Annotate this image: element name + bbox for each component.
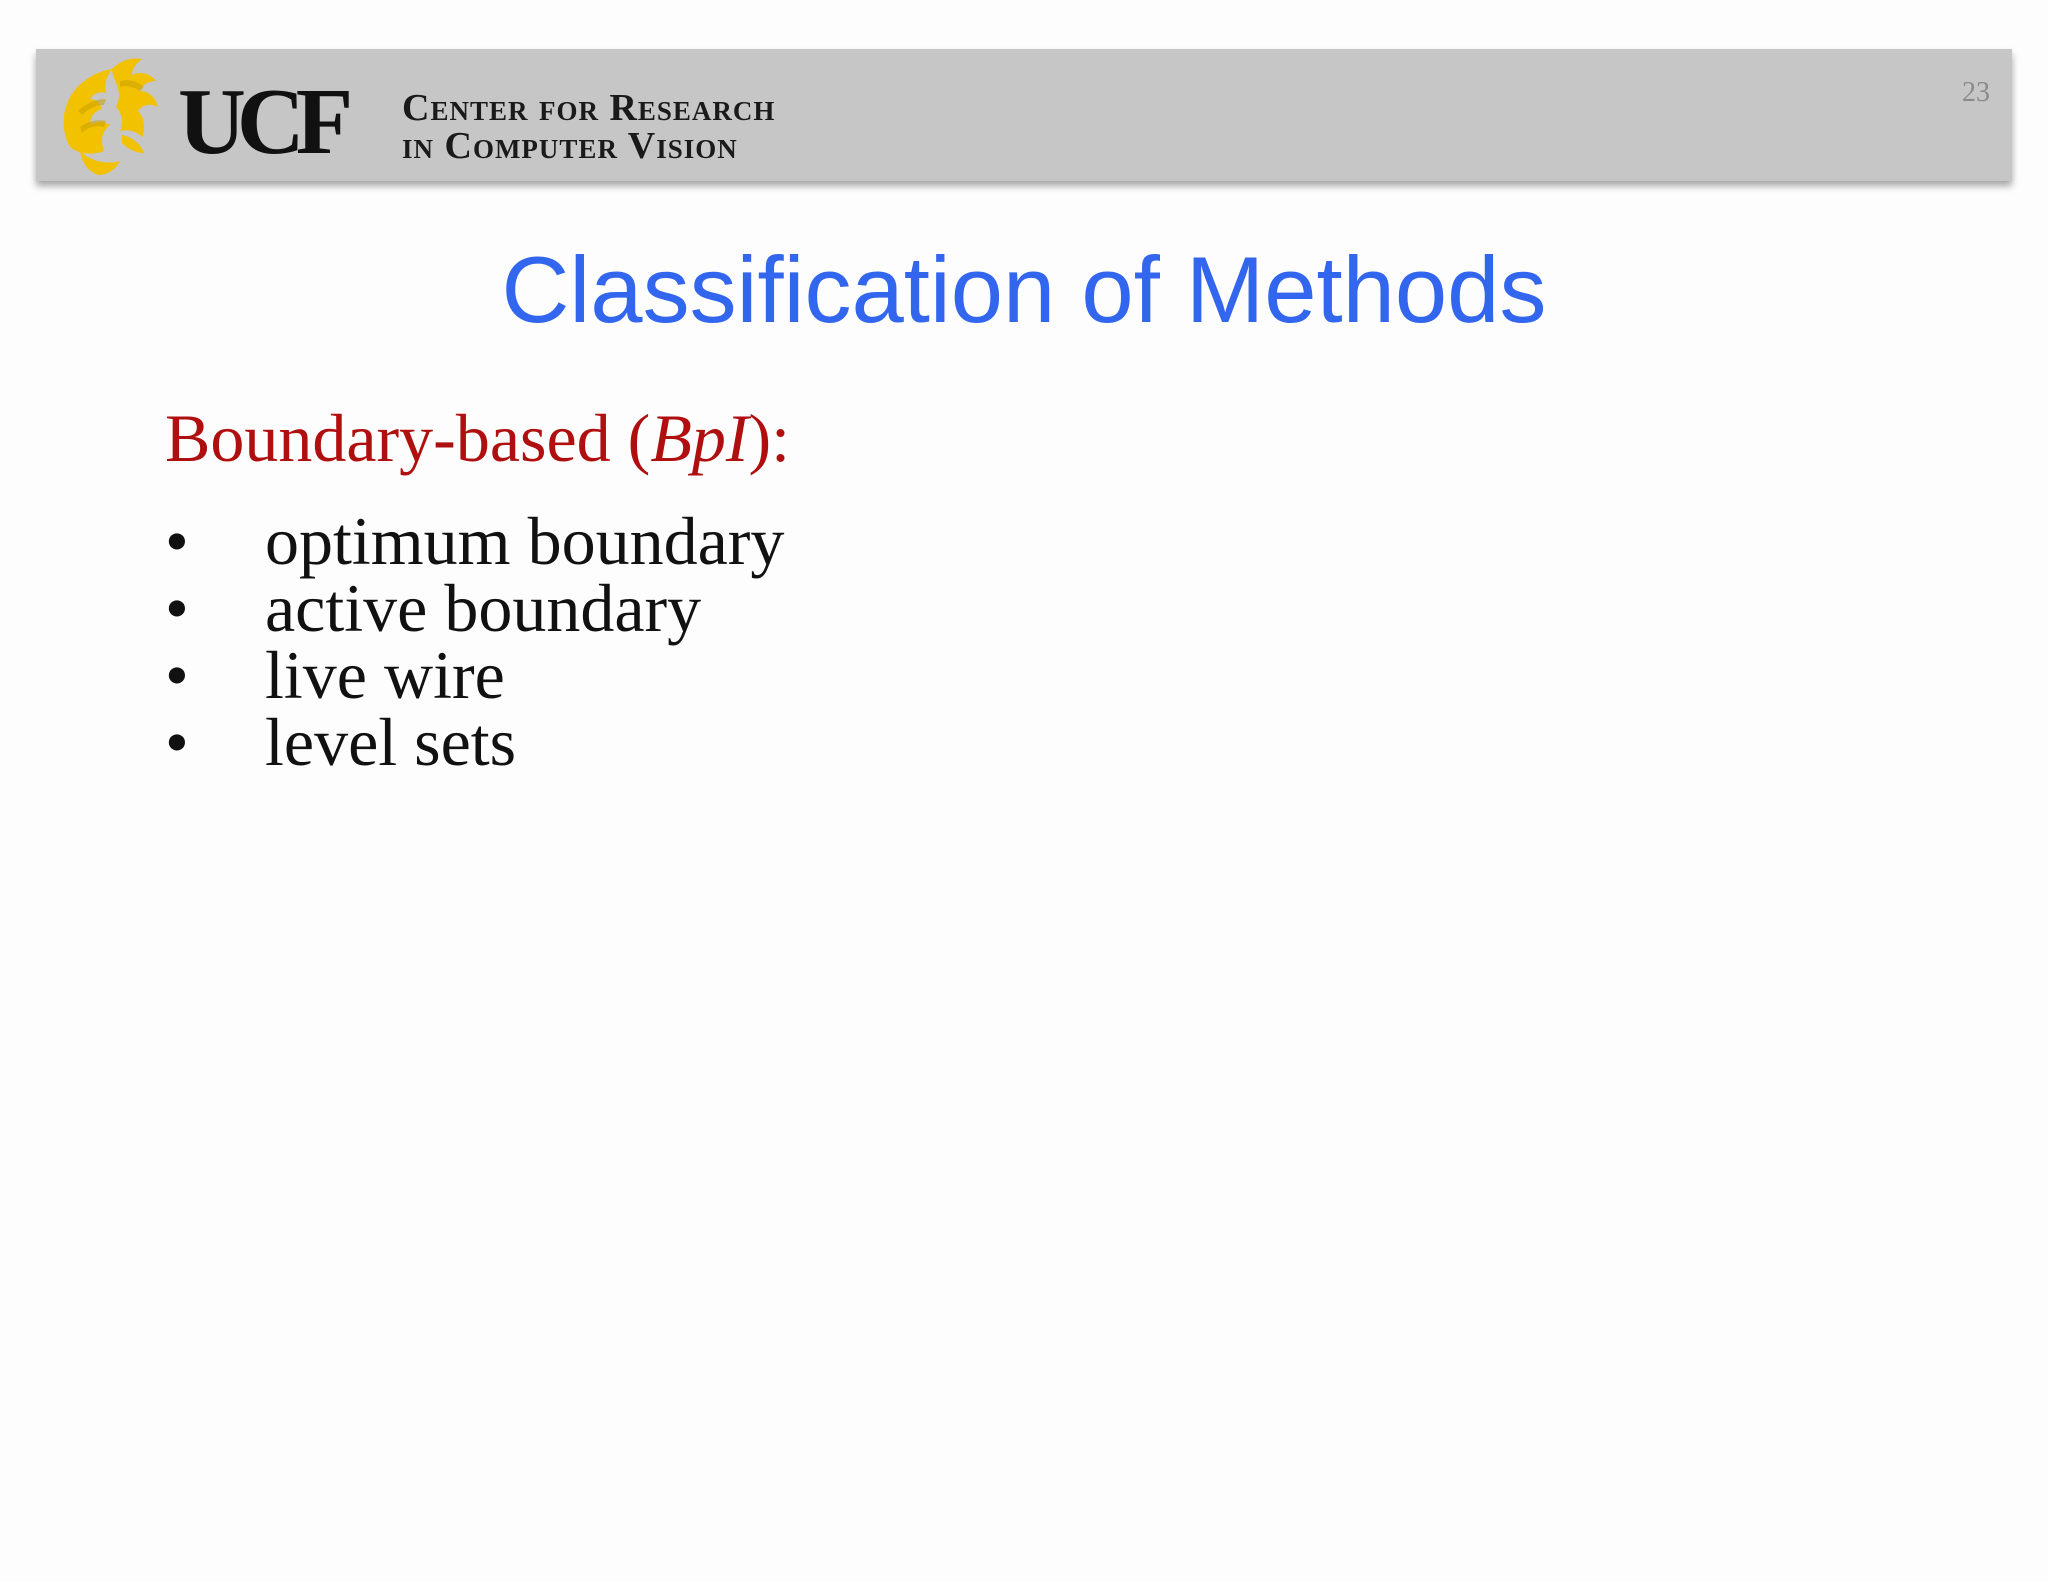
bullet-item	[165, 637, 784, 713]
section-heading-code-close: )	[748, 400, 772, 476]
section-heading-label: Boundary-based	[165, 400, 628, 476]
center-name-line1: Center for Research	[402, 87, 776, 129]
ucf-pegasus-logo-icon	[50, 51, 168, 177]
bullet-item	[165, 503, 785, 579]
bullet-list	[165, 503, 785, 780]
slide-title: Classification of Methods	[501, 237, 1547, 342]
section-heading-colon: :	[771, 400, 791, 476]
bullet-marker: •	[165, 570, 189, 646]
center-name-line2: in Computer Vision	[402, 125, 738, 167]
center-name	[402, 89, 775, 165]
bullet-text: optimum boundary	[265, 503, 785, 579]
bullet-item	[165, 570, 784, 646]
section-heading	[165, 398, 790, 478]
bullet-marker: •	[165, 637, 189, 713]
bullet-text: level sets	[265, 704, 517, 780]
slide-number: 23	[1962, 77, 1990, 108]
section-heading-code: BpI	[650, 400, 749, 476]
bullet-text: active boundary	[265, 570, 702, 646]
bullet-text: live wire	[265, 637, 505, 713]
bullet-item	[165, 704, 784, 780]
section-heading-code-open: (	[627, 400, 651, 476]
ucf-wordmark: UCF	[178, 70, 345, 174]
bullet-marker: •	[165, 704, 189, 780]
bullet-marker: •	[165, 503, 189, 579]
header-bar	[36, 49, 2012, 181]
